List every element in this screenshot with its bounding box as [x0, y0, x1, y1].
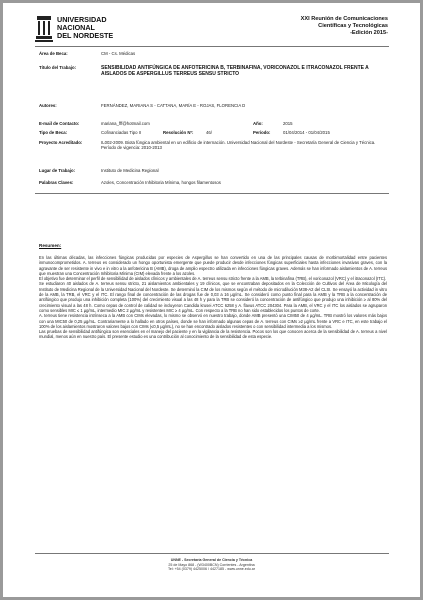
workplace-value: Instituto de Medicina Regional: [101, 168, 159, 173]
project-value: IL002-2009. Biota fúngica ambiental en un edificio de internación. Universidad Nacional del Nordeste - Secretaría General de Ciencia y Técnica. Período de vigencia: 2010-2013: [101, 140, 376, 151]
university-line-3: DEL NORDESTE: [57, 31, 114, 40]
resumen-paragraph: El objetivo fue determinar el perfil de sensibilidad de aislados clínicos y ambientales de A. terreus sensu stricto frente a la AMB, la terbinafina (TRB), el voriconazol (VRC) y el itraconazol (ITC).: [39, 276, 387, 282]
email-label: E-mail de Contacto:: [39, 121, 80, 126]
header-divider: [35, 46, 389, 47]
fields-divider: [35, 193, 389, 194]
year-value: 2015: [283, 121, 293, 126]
area-label: Área de Beca:: [39, 51, 68, 56]
area-value: CM - Cs. Médicas: [101, 51, 136, 56]
resumen-paragraph: Se estudiaron 40 aislados de A. terreus sensu stricto, 21 aislamientos ambientales y 19 clínicos, que se encontraban depositados en la Colección de Cultivos del Área de Micología del Instituto de Medicina Regional de la Universidad Nacional del Nordeste. Se determinó la CIM de los mismos según el método de microdilución M38-A2 del CLSI. Se ensayó la actividad in vitro de la AMB, la TRB, el VRC y el ITC. El rango final de concentración de las drogas fue de 0,03 a 16 µg/mL. Se consideró como punto final para la AMB y la TRB a la concentración de antifúngico que produjo una inhibición completa (100%) del crecimiento visual a las 48 h y para la TRB se consideró la concentración de antifúngico que produjo una inhibición ≥ al 80% del crecimiento visual a las 48 h. Como cepas de control de calidad se incluyeron Candida krusei ATCC 6258 y A. flavus ATCC 204304. Para la AMB, el VRC y el ITC los aislados se agruparon como sensibles MIC ≤ 1 µg/mL, intermedio MIC 2 µg/mL y resistentes MIC ≥ 4 µg/mL. Con respecto a la TRB no han sido establecidos los puntos de corte.: [39, 281, 387, 313]
footer-line-2: 25 de Mayo 868 - (W3400BCN) Corrientes - Argentina: [168, 562, 255, 567]
resumen-heading: Resumen:: [39, 243, 62, 248]
footer-line-1: UNNE - Secretaría General de Ciencia y Técnica: [170, 558, 253, 562]
conference-line-1: XXI Reunión de Comunicaciones: [300, 16, 388, 22]
footer-line-3: Tel: +54 (0379) 4425006 / 4427185 - www.unne.edu.ar: [167, 567, 255, 572]
title-label: Título del Trabajo:: [39, 65, 77, 70]
period-label: Período:: [253, 130, 271, 135]
authors-value: FERNÁNDEZ, MARIANA S - CATTANA, MARÍA E - ROJAS, FLORENCIA D: [101, 103, 246, 108]
conference-line-2: Científicas y Tecnológicas: [318, 23, 388, 29]
resolution-label: Resolución Nº:: [163, 130, 194, 135]
resumen-paragraph: Las pruebas de sensibilidad antifúngica son esenciales en el manejo del paciente y en la vigilancia de la resistencia. Pocos son los que conocen acerca de la sensibilidad de A. terreus a nivel mundial, menos aún en nuestro país. El presente estudio es una contribución al conocimiento de la sensibilidad de esta especie.: [39, 329, 387, 340]
keywords-label: Palabras Claves:: [39, 180, 74, 185]
period-value: 01/04/2014 - 01/04/2015: [283, 130, 330, 135]
document-page: [3, 3, 420, 597]
year-label: Año:: [253, 121, 263, 126]
type-label: Tipo de Beca:: [39, 130, 68, 135]
workplace-label: Lugar de Trabajo:: [39, 168, 76, 173]
work-title: SENSIBILIDAD ANTIFÚNGICA DE ANFOTERICINA B, TERBINAFINA, VORICONAZOL E ITRACONAZOL FRENTE A AISLADOS DE ASPERGILLUS TERREUS SENSU STRICTO: [101, 65, 369, 78]
authors-label: Autores:: [39, 103, 57, 108]
footer-divider: [35, 553, 389, 554]
project-label: Proyecto Acreditado:: [39, 140, 83, 145]
resumen-paragraph: En las últimas décadas, las infecciones fúngicas producidas por especies de Aspergillus se han convertido en una de las principales causas de morbimortalidad entre pacientes inmunocomprometidos. A. terreus es considerado un hongo oportunista emergente que puede producir desde infecciones fúngicas superficiales hasta infecciones invasivas graves, con la agravante de ser resistente in vivo e in vitro a la anfotericina B (AMB), droga de amplio espectro utilizada en infecciones fúngicas graves. Además se han informado aislamientos de A. terreus que muestran una Concentración Inhibitoria Mínima (CIM) elevada frente a los azoles.: [39, 255, 387, 276]
conference-line-3: -Edición 2015-: [350, 30, 388, 36]
university-line-2: NACIONAL: [57, 23, 95, 32]
footer: [3, 558, 420, 572]
conference-title: [218, 16, 388, 37]
resumen-body: [39, 255, 387, 340]
type-value: Cofinanciadas Tipo II: [101, 130, 142, 135]
university-line-1: UNIVERSIDAD: [57, 15, 107, 24]
resumen-paragraph: A. terreus tiene resistencia intrínseca a la AMB con CIMs elevadas, lo mismo se observó en nuestro trabajo, donde AMB presentó una CIM50 de 4 µg/mL. TRB mostró los valores más bajos con una MIC50 de 0,25 µg/mL. Contrariamente a lo hallado en otros países, donde se han informado algunas cepas de A. terreus con CIMs ≥2 µg/mL frente a VRC e ITC, en este trabajo el 100% de los aislamientos mostraron valores bajos con CIMs (≤0,5 µg/mL), no se han encontrado aislados resistentes o con sensibilidad intermedia a los mismos.: [39, 313, 387, 329]
keywords-value: Azoles, Concentración Inhibitoria Mínima, hongos filamentosos: [101, 180, 221, 185]
university-name: [57, 16, 113, 40]
email-value: mariana_fff@hotmail.com: [101, 121, 150, 126]
resolution-value: 46/: [206, 130, 212, 135]
university-logo-icon: [35, 15, 53, 43]
